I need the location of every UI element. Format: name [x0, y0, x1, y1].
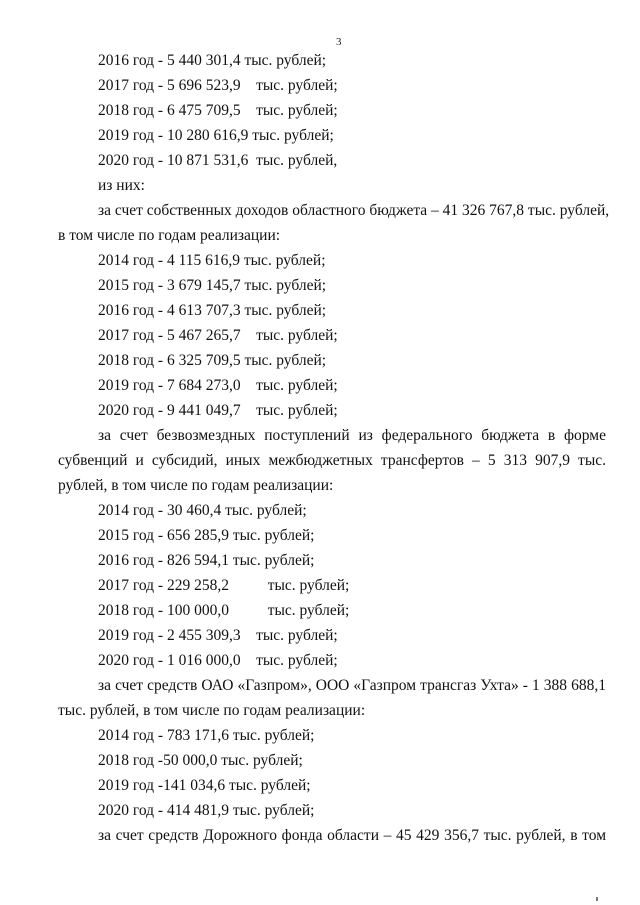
scan-mark	[596, 897, 598, 901]
text-line: 2017 год - 5 467 265,7 тыс. рублей;	[98, 327, 338, 344]
text-line: 2014 год - 783 171,6 тыс. рублей;	[98, 727, 315, 744]
text-line: 2020 год - 9 441 049,7 тыс. рублей;	[98, 402, 338, 419]
text-line: 2014 год - 4 115 616,9 тыс. рублей;	[98, 252, 326, 269]
text-line: 2014 год - 30 460,4 тыс. рублей;	[98, 502, 307, 519]
text-line: 2020 год - 1 016 000,0 тыс. рублей;	[98, 652, 338, 669]
text-line: за счет собственных доходов областного бюджета – 41 326 767,8 тыс. рублей,	[98, 202, 610, 219]
text-line: 2015 год - 656 285,9 тыс. рублей;	[98, 527, 315, 544]
text-line: 2018 год - 6 325 709,5 тыс. рублей;	[98, 352, 327, 369]
text-line: тыс. рублей, в том числе по годам реализации:	[58, 702, 366, 719]
text-line: из них:	[98, 177, 145, 194]
text-line: 2017 год - 5 696 523,9 тыс. рублей;	[98, 77, 338, 94]
text-line: 2020 год - 414 481,9 тыс. рублей;	[98, 802, 315, 819]
text-line: 2020 год - 10 871 531,6 тыс. рублей,	[98, 152, 338, 169]
text-line: в том числе по годам реализации:	[58, 227, 281, 244]
text-line: 2015 год - 3 679 145,7 тыс. рублей;	[98, 277, 327, 294]
text-line: 2019 год -141 034,6 тыс. рублей;	[98, 777, 311, 794]
text-line: 2018 год -50 000,0 тыс. рублей;	[98, 752, 303, 769]
text-line: 2016 год - 5 440 301,4 тыс. рублей;	[98, 52, 327, 69]
text-line: субвенций и субсидий, иных межбюджетных трансфертов – 5 313 907,9 тыс.	[58, 452, 606, 469]
text-line: 2016 год - 826 594,1 тыс. рублей;	[98, 552, 315, 569]
text-line: 2017 год - 229 258,2 тыс. рублей;	[98, 577, 350, 594]
text-line: за счет средств ОАО «Газпром», ООО «Газпром трансгаз Ухта» - 1 388 688,1	[98, 677, 606, 694]
text-line: рублей, в том числе по годам реализации:	[58, 477, 334, 494]
text-line: 2018 год - 100 000,0 тыс. рублей;	[98, 602, 350, 619]
text-line: 2018 год - 6 475 709,5 тыс. рублей;	[98, 102, 338, 119]
text-line: 2019 год - 7 684 273,0 тыс. рублей;	[98, 377, 338, 394]
text-line: 2016 год - 4 613 707,3 тыс. рублей;	[98, 302, 327, 319]
page-number: 3	[336, 36, 342, 48]
text-line: за счет средств Дорожного фонда области – 45 429 356,7 тыс. рублей, в том	[98, 827, 606, 844]
text-line: 2019 год - 2 455 309,3 тыс. рублей;	[98, 627, 338, 644]
text-line: 2019 год - 10 280 616,9 тыс. рублей;	[98, 127, 334, 144]
text-line: за счет безвозмездных поступлений из федерального бюджета в форме	[98, 427, 606, 444]
